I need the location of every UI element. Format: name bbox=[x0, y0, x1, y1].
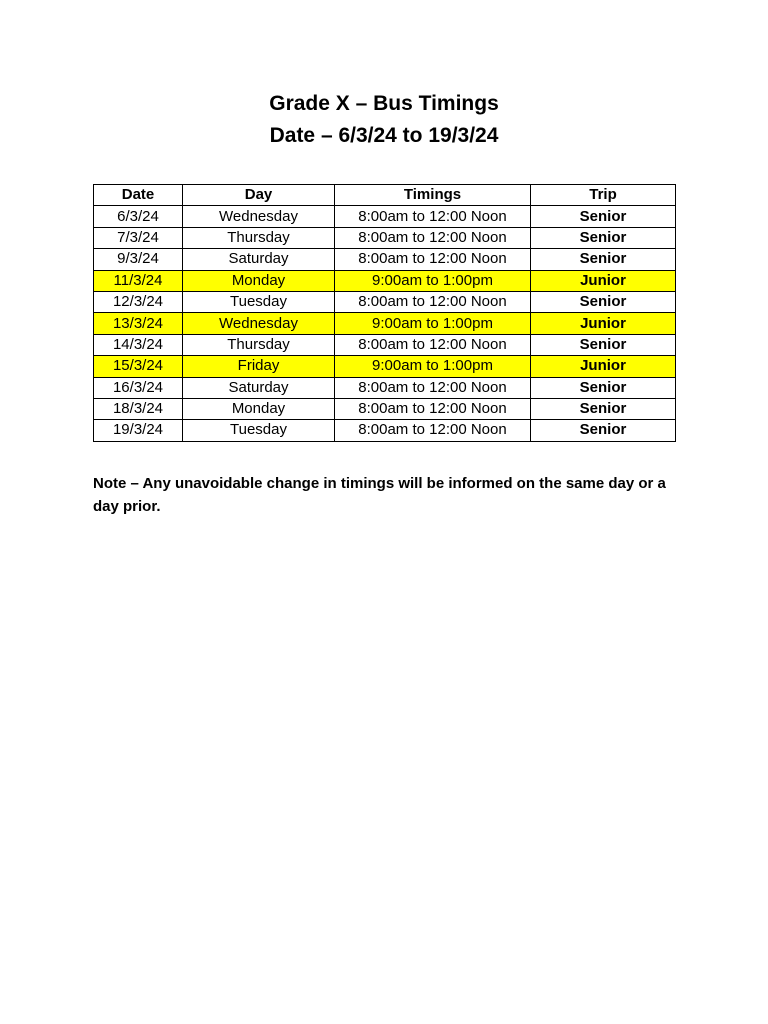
timings-cell: 8:00am to 12:00 Noon bbox=[335, 227, 531, 248]
table-row bbox=[94, 398, 676, 419]
trip-cell: Senior bbox=[531, 420, 676, 441]
date-cell: 18/3/24 bbox=[94, 398, 183, 419]
timings-cell: 8:00am to 12:00 Noon bbox=[335, 420, 531, 441]
document-header bbox=[0, 88, 768, 152]
timings-cell: 8:00am to 12:00 Noon bbox=[335, 206, 531, 227]
day-cell: Thursday bbox=[183, 227, 335, 248]
header-timings: Timings bbox=[335, 185, 531, 206]
table-row bbox=[94, 334, 676, 355]
timings-cell: 8:00am to 12:00 Noon bbox=[335, 398, 531, 419]
date-cell: 14/3/24 bbox=[94, 334, 183, 355]
date-cell: 19/3/24 bbox=[94, 420, 183, 441]
table-row bbox=[94, 420, 676, 441]
header-date: Date bbox=[94, 185, 183, 206]
header-day: Day bbox=[183, 185, 335, 206]
table-row bbox=[94, 313, 676, 334]
table-row bbox=[94, 270, 676, 291]
date-cell: 9/3/24 bbox=[94, 249, 183, 270]
header-trip: Trip bbox=[531, 185, 676, 206]
note-text: Note – Any unavoidable change in timings will be informed on the same day or a day prior. bbox=[93, 475, 666, 515]
trip-cell: Senior bbox=[531, 398, 676, 419]
table-row bbox=[94, 377, 676, 398]
date-range-subtitle: Date – 6/3/24 to 19/3/24 bbox=[269, 124, 499, 147]
timings-cell: 8:00am to 12:00 Noon bbox=[335, 249, 531, 270]
day-cell: Thursday bbox=[183, 334, 335, 355]
trip-cell: Junior bbox=[531, 356, 676, 377]
date-cell: 6/3/24 bbox=[94, 206, 183, 227]
day-cell: Tuesday bbox=[183, 420, 335, 441]
day-cell: Monday bbox=[183, 398, 335, 419]
timings-cell: 8:00am to 12:00 Noon bbox=[335, 291, 531, 312]
date-cell: 15/3/24 bbox=[94, 356, 183, 377]
bus-timings-table bbox=[93, 184, 676, 442]
table-header-row bbox=[94, 185, 676, 206]
date-cell: 12/3/24 bbox=[94, 291, 183, 312]
trip-cell: Senior bbox=[531, 377, 676, 398]
table-row bbox=[94, 206, 676, 227]
timings-cell: 8:00am to 12:00 Noon bbox=[335, 334, 531, 355]
date-cell: 13/3/24 bbox=[94, 313, 183, 334]
day-cell: Saturday bbox=[183, 377, 335, 398]
date-cell: 7/3/24 bbox=[94, 227, 183, 248]
trip-cell: Senior bbox=[531, 334, 676, 355]
table-body bbox=[94, 206, 676, 441]
trip-cell: Senior bbox=[531, 291, 676, 312]
day-cell: Friday bbox=[183, 356, 335, 377]
timings-cell: 9:00am to 1:00pm bbox=[335, 270, 531, 291]
trip-cell: Junior bbox=[531, 313, 676, 334]
day-cell: Tuesday bbox=[183, 291, 335, 312]
trip-cell: Senior bbox=[531, 249, 676, 270]
table-row bbox=[94, 356, 676, 377]
day-cell: Saturday bbox=[183, 249, 335, 270]
timings-cell: 8:00am to 12:00 Noon bbox=[335, 377, 531, 398]
timings-cell: 9:00am to 1:00pm bbox=[335, 313, 531, 334]
table-row bbox=[94, 291, 676, 312]
trip-cell: Junior bbox=[531, 270, 676, 291]
timings-cell: 9:00am to 1:00pm bbox=[335, 356, 531, 377]
date-cell: 16/3/24 bbox=[94, 377, 183, 398]
trip-cell: Senior bbox=[531, 227, 676, 248]
day-cell: Monday bbox=[183, 270, 335, 291]
day-cell: Wednesday bbox=[183, 313, 335, 334]
page-title: Grade X – Bus Timings bbox=[269, 92, 499, 115]
day-cell: Wednesday bbox=[183, 206, 335, 227]
table-row bbox=[94, 227, 676, 248]
trip-cell: Senior bbox=[531, 206, 676, 227]
date-cell: 11/3/24 bbox=[94, 270, 183, 291]
table-row bbox=[94, 249, 676, 270]
